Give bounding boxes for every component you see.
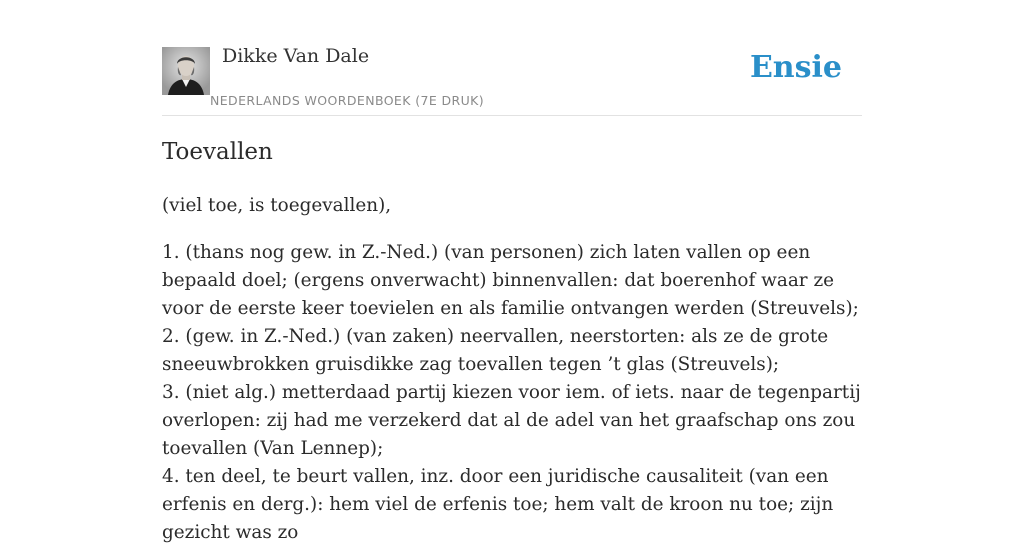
sense-item: 2. (gew. in Z.-Ned.) (van zaken) neervallen, neerstorten: als ze de grote sneeuwbrokken gruisdikke zag toevallen tegen ’t glas (Streuvels); bbox=[162, 326, 829, 375]
sense-item: 4. ten deel, te beurt vallen, inz. door een juridische causaliteit (van een erfenis en derg.): hem viel de erfenis toe; hem valt de kroon nu toe; zijn gezicht was zo bbox=[162, 466, 834, 543]
source-label[interactable]: NEDERLANDS WOORDENBOEK (7E DRUK) bbox=[210, 93, 485, 108]
portrait-image bbox=[162, 47, 210, 95]
brand-logo[interactable]: Ensie bbox=[749, 50, 842, 85]
entry-intro: (viel toe, is toegevallen), bbox=[162, 195, 392, 216]
page-title: Toevallen bbox=[162, 139, 273, 165]
author-name[interactable]: Dikke Van Dale bbox=[222, 45, 370, 67]
sense-item: 3. (niet alg.) metterdaad partij kiezen voor iem. of iets. naar de tegenpartij overlopen: zij had me verzekerd dat al de adel van het graafschap ons zou toevallen (Van Lennep); bbox=[162, 382, 861, 459]
avatar[interactable] bbox=[162, 47, 210, 95]
entry-body bbox=[162, 192, 868, 547]
sense-item: 1. (thans nog gew. in Z.-Ned.) (van personen) zich laten vallen op een bepaald doel; (ergens onverwacht) binnenvallen: dat boerenhof waar ze voor de eerste keer toevielen en als familie ontvangen werden (Streuvels); bbox=[162, 242, 859, 319]
header bbox=[162, 0, 862, 116]
